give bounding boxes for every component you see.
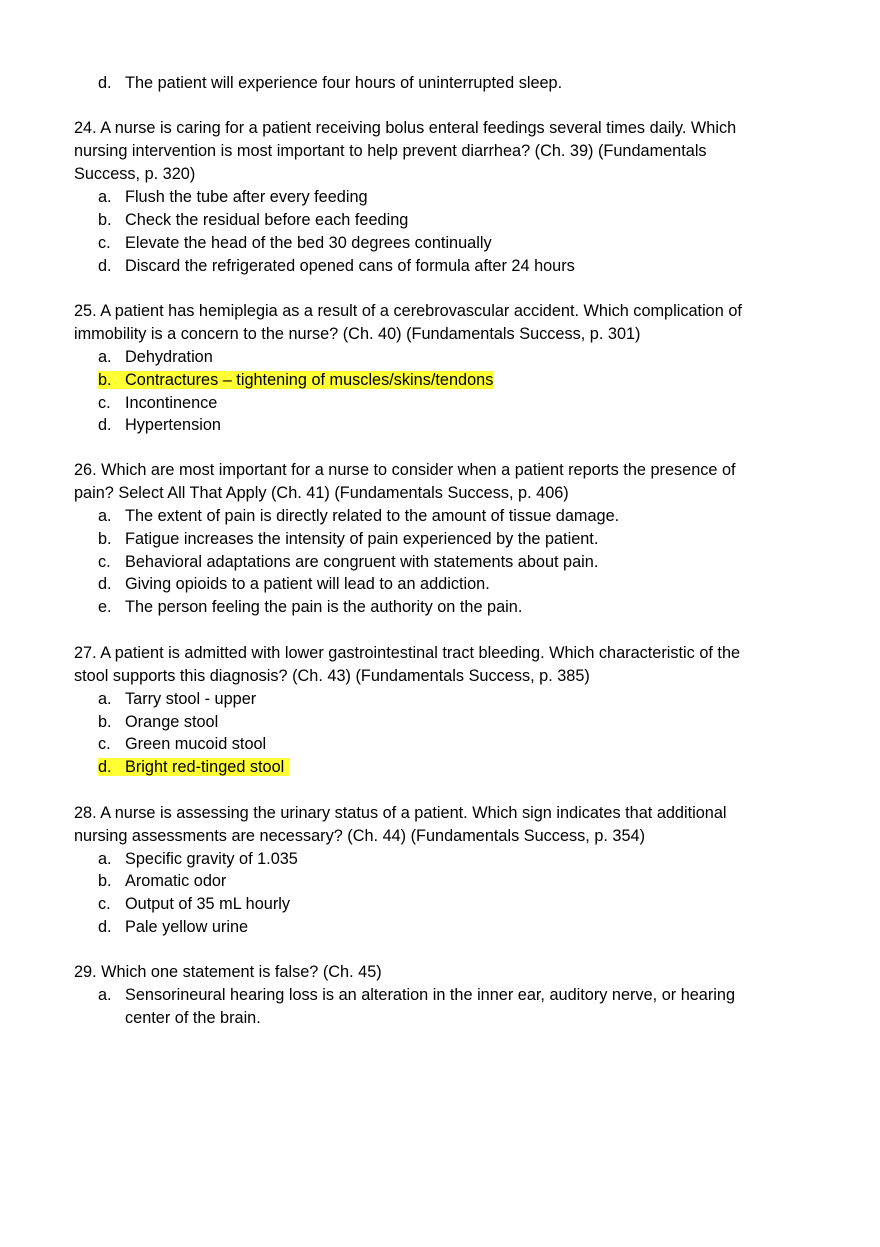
option-26-c <box>98 551 598 574</box>
question-25-stem-line-2: immobility is a concern to the nurse? (Ch. 40) (Fundamentals Success, p. 301) <box>74 325 641 343</box>
question-27-stem-line-2: stool supports this diagnosis? (Ch. 43) (Fundamentals Success, p. 385) <box>74 667 590 685</box>
option-letter: d. <box>98 758 112 776</box>
option-letter: a. <box>98 986 112 1004</box>
option-28-c <box>98 893 290 916</box>
option-letter: c. <box>98 735 111 753</box>
option-text: Check the residual before each feeding <box>125 211 409 229</box>
option-letter: b. <box>98 211 112 229</box>
option-text: Elevate the head of the bed 30 degrees continually <box>125 234 492 252</box>
option-letter: b. <box>98 872 112 890</box>
option-letter: e. <box>98 598 112 616</box>
option-letter: d. <box>98 74 112 92</box>
option-29-a <box>98 984 735 1007</box>
question-26-stem-line-2: pain? Select All That Apply (Ch. 41) (Fundamentals Success, p. 406) <box>74 484 569 502</box>
question-26-stem-line-1: 26. Which are most important for a nurse to consider when a patient reports the presence of <box>74 461 736 479</box>
option-25-a <box>98 346 213 369</box>
option-25-c <box>98 392 217 415</box>
question-28-stem-line-2: nursing assessments are necessary? (Ch. 44) (Fundamentals Success, p. 354) <box>74 827 646 845</box>
option-26-a <box>98 505 619 528</box>
option-text: The patient will experience four hours of uninterrupted sleep. <box>125 74 563 92</box>
option-letter: c. <box>98 394 111 412</box>
option-text: Green mucoid stool <box>125 735 267 753</box>
option-text: The person feeling the pain is the authority on the pain. <box>125 598 523 616</box>
answer-highlight <box>98 758 290 776</box>
option-25-d <box>98 414 221 437</box>
question-24-stem-line-3: Success, p. 320) <box>74 165 196 183</box>
option-27-b <box>98 711 218 734</box>
option-letter: c. <box>98 553 111 571</box>
option-text: Hypertension <box>125 416 221 434</box>
option-text: Orange stool <box>125 713 219 731</box>
option-26-d <box>98 573 490 596</box>
option-24-d <box>98 255 575 278</box>
option-text: Output of 35 mL hourly <box>125 895 291 913</box>
option-24-c <box>98 232 492 255</box>
option-28-b <box>98 870 226 893</box>
option-text: Contractures – tightening of muscles/skins/tendons <box>125 371 494 389</box>
option-letter: b. <box>98 530 112 548</box>
option-text: Discard the refrigerated opened cans of formula after 24 hours <box>125 257 575 275</box>
option-letter: d. <box>98 257 112 275</box>
option-letter: b. <box>98 371 112 389</box>
option-24-b <box>98 209 408 232</box>
option-letter: b. <box>98 713 112 731</box>
option-text: Flush the tube after every feeding <box>125 188 368 206</box>
option-27-a <box>98 688 256 711</box>
option-letter: c. <box>98 234 111 252</box>
option-text: Dehydration <box>125 348 213 366</box>
option-text: Tarry stool - upper <box>125 690 257 708</box>
option-letter: c. <box>98 895 111 913</box>
option-letter: a. <box>98 850 112 868</box>
option-text: Behavioral adaptations are congruent with statements about pain. <box>125 553 599 571</box>
option-26-e <box>98 596 522 619</box>
option-text: Specific gravity of 1.035 <box>125 850 298 868</box>
option-letter: a. <box>98 507 112 525</box>
option-text: Incontinence <box>125 394 218 412</box>
option-25-b <box>98 369 494 392</box>
option-23-d <box>98 72 562 95</box>
option-text: Aromatic odor <box>125 872 227 890</box>
question-24-stem-line-2: nursing intervention is most important to help prevent diarrhea? (Ch. 39) (Fundamentals <box>74 142 707 160</box>
option-text: Fatigue increases the intensity of pain experienced by the patient. <box>125 530 599 548</box>
option-27-d <box>98 756 290 779</box>
question-28-stem-line-1: 28. A nurse is assessing the urinary status of a patient. Which sign indicates that additional <box>74 804 727 822</box>
option-24-a <box>98 186 368 209</box>
question-29-stem-line-1: 29. Which one statement is false? (Ch. 45) <box>74 963 382 981</box>
option-29-a-continuation: center of the brain. <box>125 1009 261 1027</box>
option-text: Pale yellow urine <box>125 918 249 936</box>
option-text: Sensorineural hearing loss is an alteration in the inner ear, auditory nerve, or hearing <box>125 986 736 1004</box>
option-text: Bright red-tinged stool <box>125 758 289 776</box>
option-27-c <box>98 733 266 756</box>
option-letter: a. <box>98 690 112 708</box>
option-text: Giving opioids to a patient will lead to an addiction. <box>125 575 490 593</box>
option-letter: a. <box>98 348 112 366</box>
answer-highlight <box>98 371 494 389</box>
option-28-d <box>98 916 248 939</box>
option-letter: d. <box>98 575 112 593</box>
option-text: The extent of pain is directly related to the amount of tissue damage. <box>125 507 620 525</box>
option-letter: a. <box>98 188 112 206</box>
question-27-stem-line-1: 27. A patient is admitted with lower gastrointestinal tract bleeding. Which characteristic of the <box>74 644 741 662</box>
option-26-b <box>98 528 598 551</box>
question-24-stem-line-1: 24. A nurse is caring for a patient receiving bolus enteral feedings several times daily. Which <box>74 119 737 137</box>
option-28-a <box>98 848 298 871</box>
option-letter: d. <box>98 918 112 936</box>
question-25-stem-line-1: 25. A patient has hemiplegia as a result of a cerebrovascular accident. Which complication of <box>74 302 742 320</box>
option-letter: d. <box>98 416 112 434</box>
